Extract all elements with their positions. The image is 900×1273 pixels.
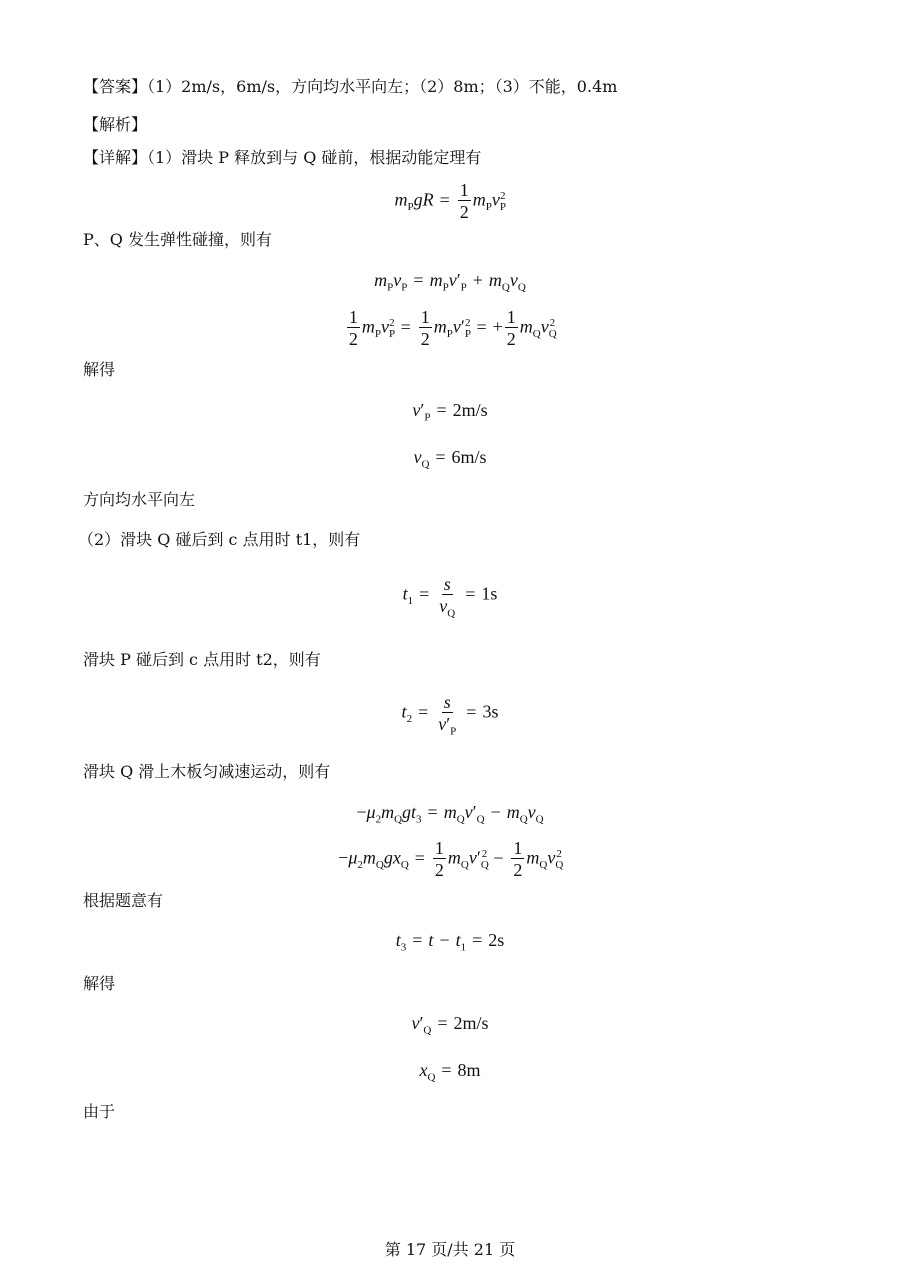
result-xq: $x_Q = 8m$ <box>419 1060 481 1084</box>
result-vq: $v_Q = 6m/s$ <box>413 447 487 471</box>
equation-impulse: $-\mu_2m_Qgt_3 = m_Qv'_Q - m_Qv_Q$ <box>356 802 544 826</box>
direction-text: 方向均水平向左 <box>83 490 196 509</box>
analysis-heading: 【解析】 <box>83 115 148 134</box>
equation-momentum: $m_Pv_P = m_Pv'_P + m_Qv_Q$ <box>374 270 526 294</box>
equation-t3: $t_3 = t - t_1 = 2s$ <box>395 930 505 954</box>
result-vq2: $v'_Q = 2m/s$ <box>411 1013 489 1037</box>
equation-work: $-\mu_2m_Qgx_Q$ = $\frac{1}{2}$ $m_Qv'_Q^2$ − $\frac{1}{2}$ $m_Qv_Q^2$ <box>338 838 564 880</box>
page-footer: 第 17 页/共 21 页 <box>384 1240 516 1259</box>
solve-text-2: 解得 <box>83 974 116 993</box>
result-vp: $v'_P = 2m/s$ <box>412 400 488 424</box>
q-board-text: 滑块 Q 滑上木板匀减速运动，则有 <box>83 762 331 781</box>
answer-line: 【答案】（1）2m/s，6m/s，方向均水平向左；（2）8m；（3）不能，0.4m <box>83 77 618 96</box>
equation-kinetic: $\frac{1}{2}$ $m_Pv_P^2$ = $\frac{1}{2}$ $m_Pv'_P^2$ = + $\frac{1}{2}$ $m_Qv_Q^2$ <box>348 307 557 349</box>
equation-t2: $t_2$ = $\frac{s}{v'_P}$ = 3s <box>401 692 499 738</box>
detail-line: 【详解】（1）滑块 P 释放到与 Q 碰前，根据动能定理有 <box>83 148 482 167</box>
solve-text-1: 解得 <box>83 360 116 379</box>
collision-text: P、Q 发生弹性碰撞，则有 <box>83 230 272 249</box>
p-time-text: 滑块 P 碰后到 c 点用时 t2，则有 <box>83 650 321 669</box>
since-text: 由于 <box>83 1102 116 1121</box>
part2-intro: （2）滑块 Q 碰后到 c 点用时 t1，则有 <box>78 530 361 549</box>
equation-energy: $m_PgR$ = $\frac{1}{2}$ $m_Pv_P^2$ <box>394 180 507 222</box>
according-text: 根据题意有 <box>83 891 164 910</box>
equation-t1: $t_1$ = $\frac{s}{v_Q}$ = 1s <box>402 574 498 620</box>
